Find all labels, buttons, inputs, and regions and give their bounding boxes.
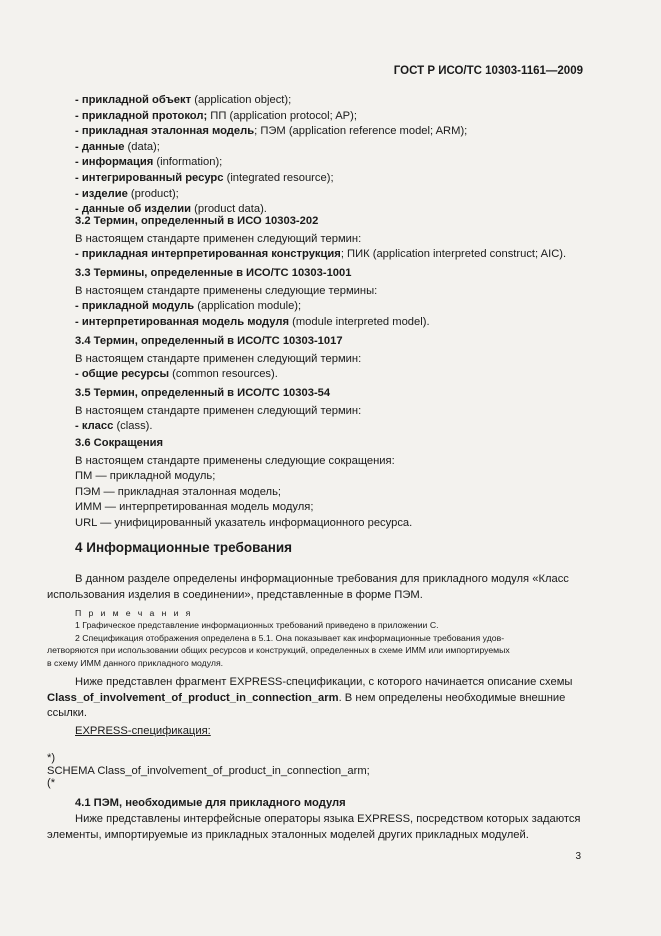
section-intro: В настоящем стандарте применены следующие термины: <box>75 284 378 297</box>
list-item: - изделие (product); <box>75 187 179 200</box>
section-3-4 <box>75 334 595 383</box>
section-title: 3.4 Термин, определенный в ИСО/ТС 10303-1017 <box>75 335 343 347</box>
list-item: - интегрированный ресурс (integrated resource); <box>75 171 334 184</box>
list-item: - данные (data); <box>75 140 160 153</box>
section-3-2 <box>75 214 595 263</box>
section-intro: В настоящем стандарте применен следующий термин: <box>75 352 362 365</box>
list-item: - прикладной объект (application object); <box>75 94 292 106</box>
section-3-3 <box>75 266 595 330</box>
section-4-1 <box>75 796 595 812</box>
section-3-6 <box>75 436 595 532</box>
express-intro-paragraph: Ниже представлен фрагмент EXPRESS-спецификации, с которого начинается описание схемы Class_of_involvement_of_product_in_connection_arm. В нем определены необходимые внешние ссылки. <box>47 676 573 720</box>
list-item: - интерпретированная модель модуля (module interpreted model). <box>75 315 430 328</box>
note-item: в схему ИММ данного прикладного модуля. <box>47 657 224 668</box>
section-intro: В настоящем стандарте применены следующие сокращения: <box>75 454 395 467</box>
section-intro: В настоящем стандарте применен следующий термин: <box>75 404 362 417</box>
section-title: 3.6 Сокращения <box>75 437 164 449</box>
section-4-1-paragraph: Ниже представлены интерфейсные операторы языка EXPRESS, посредством которых задаются элементы, импортируемые из прикладных эталонных моделей других прикладных модулей. <box>47 813 581 841</box>
section-title: 4.1 ПЭМ, необходимые для прикладного модуля <box>75 797 346 809</box>
page-number: 3 <box>575 851 581 862</box>
section-3-5 <box>75 386 595 435</box>
list-item: - прикладной модуль (application module); <box>75 300 302 313</box>
list-item: - данные об изделии (product data). <box>75 203 267 216</box>
list-item: - прикладной протокол; ПП (application protocol; AP); <box>75 109 357 122</box>
document-header: ГОСТ Р ИСО/ТС 10303-1161—2009 <box>393 65 583 77</box>
express-code: *) SCHEMA Class_of_involvement_of_product_in_connection_arm; (* <box>47 752 370 789</box>
list-item: - прикладная эталонная модель; ПЭМ (application reference model; ARM); <box>75 125 468 138</box>
section-4-paragraph: В данном разделе определены информационные требования для прикладного модуля «Класс использования изделия в соединении», представленные в форме ПЭМ. <box>47 573 569 601</box>
section-4-title: 4 Информационные требования <box>75 540 293 555</box>
note-item: 1 Графическое представление информационных требований приведено в приложении С. <box>75 620 439 631</box>
section-title: 3.3 Термины, определенные в ИСО/ТС 10303-1001 <box>75 267 352 279</box>
list-item: URL — унифицированный указатель информационного ресурса. <box>75 516 413 529</box>
note-label: П р и м е ч а н и я <box>75 608 193 618</box>
list-item: - информация (information); <box>75 156 223 169</box>
section-title: 3.5 Термин, определенный в ИСО/ТС 10303-54 <box>75 387 331 399</box>
terms-list <box>75 93 595 218</box>
list-item: - прикладная интерпретированная конструкция; ПИК (application interpreted construct; AIC). <box>75 248 567 261</box>
note-item: летворяются при использовании общих ресурсов и конструкций, определенных в схеме ИММ или импортируемых <box>47 645 510 656</box>
notes <box>47 607 585 669</box>
list-item: ИММ — интерпретированная модель модуля; <box>75 501 314 514</box>
list-item: - общие ресурсы (common resources). <box>75 368 278 381</box>
list-item: ПЭМ — прикладная эталонная модель; <box>75 485 282 498</box>
list-item: ПМ — прикладной модуль; <box>75 470 216 483</box>
list-item: - класс (class). <box>75 420 153 433</box>
express-label: EXPRESS-спецификация: <box>75 725 211 737</box>
note-item: 2 Спецификация отображения определена в 5.1. Она показывает как информационные требования удов- <box>75 632 505 643</box>
section-intro: В настоящем стандарте применен следующий термин: <box>75 232 362 245</box>
section-title: 3.2 Термин, определенный в ИСО 10303-202 <box>75 215 319 227</box>
